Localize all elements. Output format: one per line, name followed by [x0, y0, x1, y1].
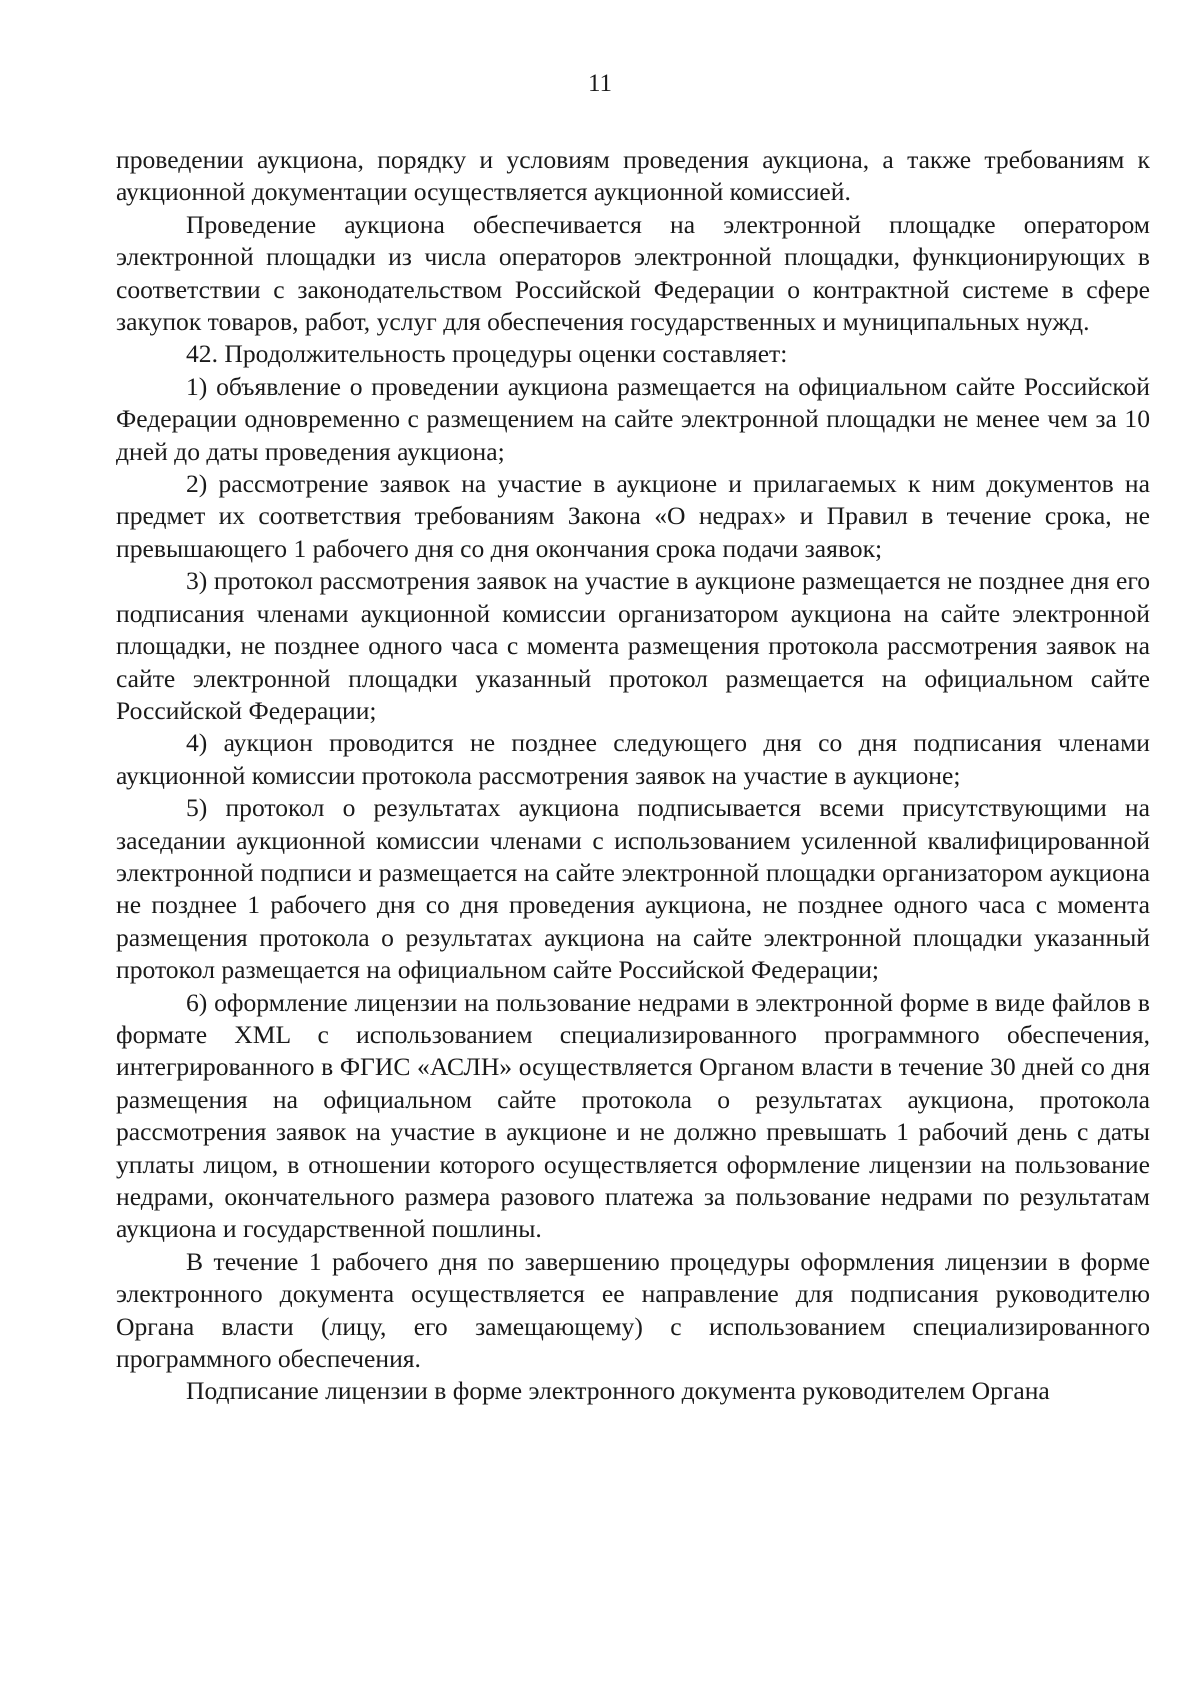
page-number: 11 — [587, 70, 613, 97]
paragraph-license-signing: Подписание лицензии в форме электронного документа руководителем Органа — [186, 1376, 1050, 1406]
list-item-5: 5) протокол о результатах аукциона подписывается всеми присутствующими на заседании аукционной комиссии членами с использованием усиленной квалифицированной электронной подписи и размещается на сайте электронной площадки организатором аукциона не позднее 1 рабочего дня со дня проведения аукциона, не позднее одного часа с момента размещения протокола о результатах аукциона на сайте электронной площадки указанный протокол размещается на официальном сайте Российской Федерации; — [116, 793, 1150, 985]
list-item-2: 2) рассмотрение заявок на участие в аукционе и прилагаемых к ним документов на предмет их соответствия требованиям Закона «О недрах» и Правил в течение срока, не превышающего 1 рабочего дня со дня окончания срока подачи заявок; — [116, 469, 1150, 563]
paragraph-auction-platform: Проведение аукциона обеспечивается на электронной площадке оператором электронной площадки из числа операторов электронной площадки, функционирующих в соответствии с законодательством Российской Федерации о контрактной системе в сфере закупок товаров, работ, услуг для обеспечения государственных и муниципальных нужд. — [116, 209, 1150, 337]
list-item-6: 6) оформление лицензии на пользование недрами в электронной форме в виде файлов в формате XML с использованием специализированного программного обеспечения, интегрированного в ФГИС «АСЛН» осуществляется Органом власти в течение 30 дней со дня размещения на официальном сайте протокола о результатах аукциона, протокола рассмотрения заявок на участие в аукционе и не должно превышать 1 рабочий день с даты уплаты лицом, в отношении которого осуществляется оформление лицензии на пользование недрами, окончательного размера разового платежа за пользование недрами по результатам аукциона и государственной пошлины. — [116, 987, 1150, 1244]
paragraph-item-42: 42. Продолжительность процедуры оценки составляет: — [186, 339, 788, 369]
list-item-1: 1) объявление о проведении аукциона размещается на официальном сайте Российской Федерации одновременно с размещением на сайте электронной площадки не менее чем за 10 дней до даты проведения аукциона; — [116, 371, 1150, 466]
list-item-3: 3) протокол рассмотрения заявок на участие в аукционе размещается не позднее дня его подписания членами аукционной комиссии организатором аукциона на сайте электронной площадки, не позднее одного часа с момента размещения протокола рассмотрения заявок на сайте электронной площадки указанный протокол размещается на официальном сайте Российской Федерации; — [116, 566, 1150, 725]
list-item-4: 4) аукцион проводится не позднее следующего дня со дня подписания членами аукционной комиссии протокола рассмотрения заявок на участие в аукционе; — [116, 728, 1150, 790]
paragraph-continuation: проведении аукциона, порядку и условиям проведения аукциона, а также требованиям к аукционной документации осуществляется аукционной комиссией. — [116, 145, 1150, 207]
paragraph-license-signing-direction: В течение 1 рабочего дня по завершению процедуры оформления лицензии в форме электронного документа осуществляется ее направление для подписания руководителю Органа власти (лицу, его замещающему) с использованием специализированного программного обеспечения. — [116, 1246, 1150, 1374]
document-body — [116, 144, 1150, 1408]
